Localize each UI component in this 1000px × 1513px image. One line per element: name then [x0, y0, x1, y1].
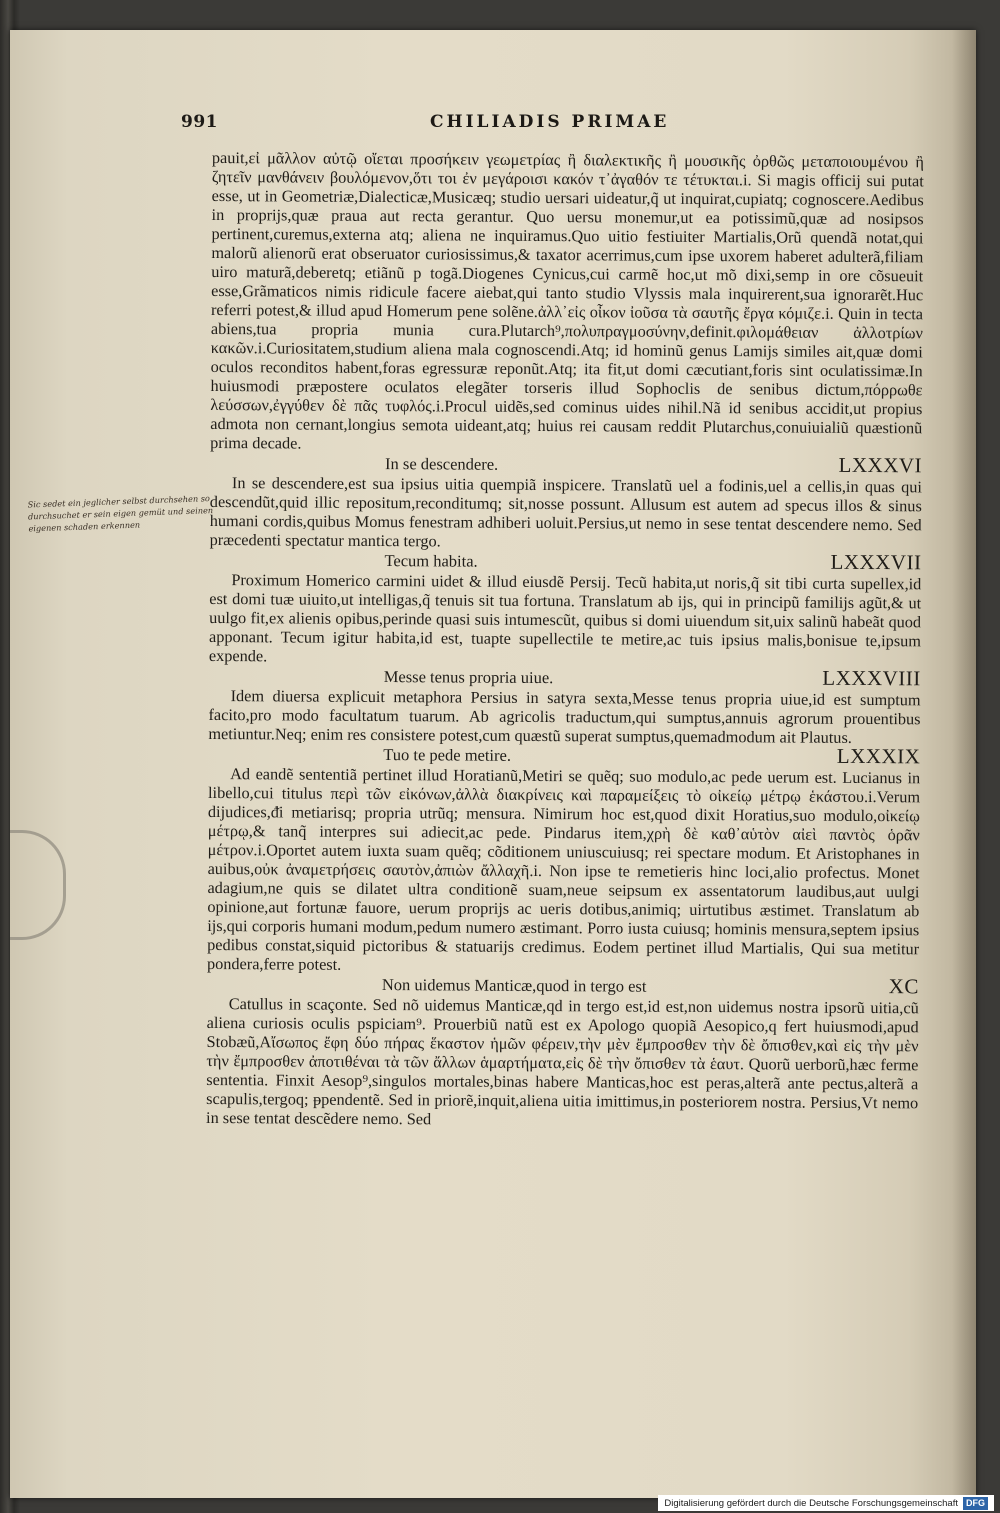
- adage-number: XC: [888, 974, 919, 999]
- adage-body: [208, 686, 920, 747]
- adage-entry-88: [208, 665, 920, 747]
- adage-entry-90: [206, 973, 919, 1131]
- adage-title: In se descendere.: [385, 454, 499, 474]
- funding-footer: [658, 1495, 994, 1511]
- running-head: CHILIADIS PRIMAE: [430, 112, 670, 132]
- adage-number: LXXXIX: [836, 743, 921, 769]
- intro-paragraph: pauit,εἰ μᾶλλον αὐτῷ οἴεται προσήκειν γεωμετρίας ἢ διαλεκτικῆς ἢ μουσικῆς ὀρθῶς μεταποιουμένου ἢ ζητεῖν μανθάνειν βουλόμενον,ὅτι τοι ἐν μεγάροισι κακόν τ᾽ἀγαθόν τε τέτυκται.i. Si magis officij sui putat esse, ut in Geometriæ,Dialecticæ,Musicæq; studio uersari uideatur,q̃ ut inquirat,cupiatq; cognoscere.Aedibus in proprijs,quæ praua aut recta gerantur. Quo uersu monemur,ut ea potissimũ,quæ ad nosipsos pertinent,curemus,externa atq; aliena ne inquiramus.Quo uitio festiuiter Martialis,Orũ quendã notat,qui malorũ alienorũ erat obseruator curiosissimus,& taxator acerrimus,cum ipse uxorem haberet adulterã,filiam uiro maturã,deberetq; etiãnũ p togã.Diogenes Cynicus,cui carmẽ hoc,ut mõ dixi,semp in ore cõsueuit esse,Grãmaticos nimis ridicule facere aiebat,qui tanto studio Vlyssis mala inquirerent,sua ignorarẽt.Huc referri potest,& illud apud Homerum pene solẽne.ἀλλ᾽εἰς οἶκον ἰοῦσα τὰ σαυτῆς ἔργα κόμιζε.i. Quin in tecta abiens,tua propria munia cura.Plutarch⁹,πολυπραγμοσύνην,definit.φιλομάθειαν ἀλλοτρίων κακῶν.i.Curiositatem,studium aliena mala cognoscendi.Atq; id hominũ genus Lamijs similes ait,quæ domi oculos reconditos habent,foras egressuræ reponũt.Atq; ita fit,ut domi cæcutiant,foris sint oculatissimæ.In huiusmodi præpostere oculatos elegãter torseris illud Sophoclis de senibus dictum,πόρρωθε λεύσσων,ἐγγύθεν δὲ πᾶς τυφλός.i.Procul uidẽs,sed cominus uides nihil.Nã id senibus accidit,ut propius admota non cernant,longius semota uideant,atq; huius rei causam reddit Plutarchus,conuiuialiũ quæstionũ prima decade.: [210, 148, 924, 453]
- adage-body: [210, 473, 922, 553]
- adage-paragraph: Proximum Homerico carmini uidet & illud eiusdẽ Persij. Tecũ habita,ut noris,q̃ sit tibi curta supellex,id est domi tuæ uiuito,ut intelligas,q̃ tenuis sit tua fortuna. Translatum ab ijs, qui in principũ familijs agũt,& ut uulgo fit,ex alienis opibus,perinde quasi suis intumescũt, quibus si domi uiuendum sit,uix salinũ habeãt quod apponant. Tecum igitur habita,id est, tuapte supellectile te metire,ac tuis ipsius malis,bonisue te,ipsum expende.: [208, 570, 922, 666]
- handwritten-marginal-note: Sic sedet ein jeglicher selbst durchsehen so durchsuchet er sein eigen gemüt und seinen eigenen schaden erkennen: [27, 493, 214, 534]
- main-text-block: [205, 148, 924, 1282]
- adage-entry-86: [210, 452, 923, 553]
- funding-credit: Digitalisierung gefördert durch die Deutsche Forschungsgemeinschaft: [664, 1497, 958, 1509]
- page-header: [0, 112, 1000, 142]
- adage-number: LXXXVIII: [822, 665, 921, 691]
- adage-title: Messe tenus propria uiue.: [383, 667, 554, 688]
- adage-number: LXXXVI: [838, 452, 923, 478]
- adage-paragraph: Catullus in scaçonte. Sed nõ uidemus Manticæ,qd in tergo est,id est,non uidemus nostra ipsorũ uitia,cũ aliena curiosis oculis pspiciam⁹. Prouerbiũ natũ est ex Apologo quopiã Aesopico,q fert huiusmodi,apud Stobæũ,Αἴσωπος ἔφη δύο πήρας ἕκαστον ἡμῶν φέρειν,τὴν μὲν ἔμπροσθεν τὴν δὲ ὄπισθεν,καὶ εἰς τὴν μὲν τὴν ἔμπροσθεν ἀποτιθέναι τὰ τῶν ἄλλων ἁμαρτήματα,εἰς δὲ τὴν ὄπισθεν τὰ ἑαυτ. Quorũ uerborũ,hæc ferme sententia. Finxit Aesop⁹,singulos mortales,binas habere Manticas,hoc est peras,alterã ante pectus,alterã a scapulis,tergoq; ᵽpendentẽ. Sed in priorẽ,inquit,aliena uitia imittimus,in posteriorem nostra. Persius,Vt nemo in sese tentat descẽdere nemo. Sed: [206, 994, 919, 1129]
- adage-title: Non uidemus Manticæ,quod in tergo est: [381, 975, 647, 996]
- adage-body: [206, 994, 919, 1131]
- adage-number: LXXXVII: [830, 549, 922, 575]
- adage-paragraph: In se descendere,est sua ipsius uitia quempiã inspicere. Translatũ uel a fodinis,uel a cellis,in quas qui descendũt,quid illic repositum,reconditumq; sit,nosse possunt. Allusum est autem ad specus illos & sinus humani cordis,quibus Momus fenestram adhiberi uoluit.Persius,ut nemo in sese tentat descendere nemo. Sed præcedenti spectatur mantica tergo.: [209, 473, 923, 551]
- adage-paragraph: Idem diuersa explicuit metaphora Persius in satyra sexta,Messe tenus propria uiue,id est sumptum facito,pro modo facultatum tuarum. Ab agricolis traductum,qui sumptus,annuis agrorum prouentibus metiuntur.Neq; enim res consistere potest,cum quæstũ superat sumptus,quemadmodum ait Plautus.: [208, 686, 921, 747]
- adage-body: [209, 570, 922, 669]
- page-clip-mark: [10, 830, 66, 940]
- adage-entry-89: [207, 743, 920, 977]
- adage-title: Tecum habita.: [384, 551, 478, 571]
- page-shadow-edge: [952, 30, 976, 1498]
- adage-paragraph: Ad eandẽ sententiã pertinet illud Horatianũ,Metiri se quẽq; suo modulo,ac pede uerum est. Lucianus in libello,cui titulus περὶ τῶν εἰκόνων,ἀλλὰ διακρίνεις καὶ παραμείξεις τὸ οἰκείῳ μέτρῳ ἑκάστου.i.Verum dijudices,ᵭi metiarisq; propria utrũq; mensura. Nimirum hoc est,quod dixit Horatius,suo modulo,οἰκείῳ μέτρῳ,& tanq̃ interpres sui adiecit,ac pede. Pindarus item,χρὴ δὲ καθ᾽αὑτὸν αἰεὶ παντὸς ὁρᾶν μέτρον.i.Oportet autem iuxta suam quẽq; cõditionem uniuscuiusq; rei spectare modum. Et Aristophanes in auibus,οὐκ ἀναμετρήσεις σαυτὸν,ἀπιὼν ἄλλαχῆ.i. Non ipse te remetieris hinc loci,alio profectus. Monet adagium,ne quis se dilatet ultra conditionẽ suam,neue seipsum ex assentatorum laudibus,aut uulgi opinione,aut fortunæ fauore, uerum proprijs ac ueris dotibus,animiq; uirtutibus æstimet. Translatum ab ijs,qui corporis humani modum,pedum numero æstimant. Porro iusta cuiusq; hominis mensura,septem ipsius pedibus constat,siquid pictoribus & statuarijs credimus. Eodem pertinet illud Martialis, Qui sua metitur pondera,ferre potest.: [206, 764, 921, 974]
- dfg-logo-icon: DFG: [963, 1497, 988, 1510]
- folio-number: 991: [181, 112, 218, 132]
- adage-body: [207, 764, 920, 977]
- adage-entry-87: [209, 549, 922, 669]
- adage-title: Tuo te pede metire.: [383, 745, 512, 765]
- intro-section: [210, 148, 924, 456]
